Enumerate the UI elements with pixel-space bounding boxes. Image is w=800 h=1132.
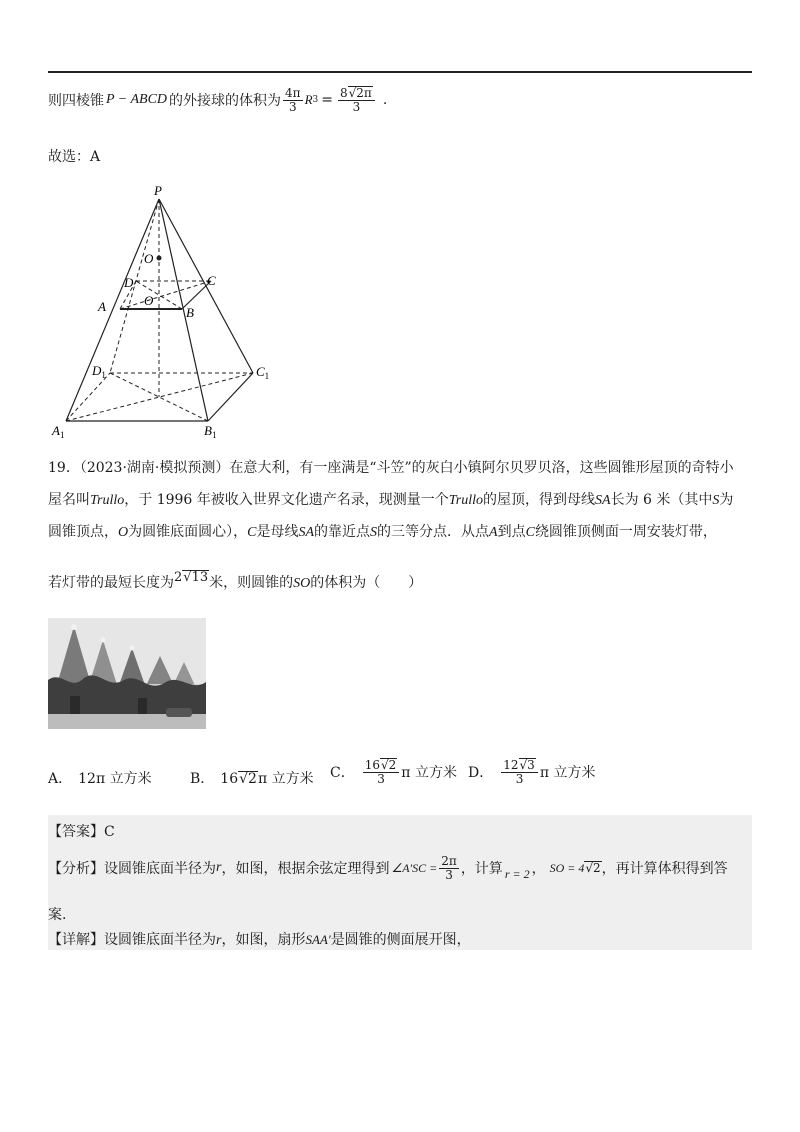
- q2-trullo: Trullo: [90, 493, 125, 508]
- q3-b: 为圆锥底面圆心），: [128, 524, 248, 540]
- analysis-so-eq: SO = 4: [549, 860, 585, 875]
- coef-den: 3: [288, 99, 297, 114]
- q3-c-var-2: C: [525, 525, 535, 540]
- radius-var: R: [304, 92, 313, 107]
- result-num-root: √2π: [348, 86, 372, 101]
- length-value: [174, 570, 209, 585]
- option-a-label: A．: [48, 771, 73, 787]
- option-c-num: [363, 758, 400, 773]
- label-O1: O: [144, 293, 154, 308]
- answer-tag: 【答案】: [48, 824, 104, 840]
- option-a[interactable]: [48, 768, 152, 788]
- option-c-den: 3: [377, 772, 385, 787]
- analysis-b: ，如图，根据余弦定理得到: [221, 861, 390, 877]
- q3-g: 绕圆锥顶侧面一周安装灯带，: [534, 524, 717, 540]
- analysis-angle: ∠A′SC =: [391, 860, 438, 875]
- q4-b: 米，则圆锥的: [209, 575, 294, 591]
- label-A: A: [98, 299, 106, 314]
- trulli-photo-svg: [48, 618, 206, 729]
- question-line-2: [48, 489, 733, 509]
- option-b-root-value: 2: [248, 771, 257, 787]
- volume-sentence: [48, 80, 387, 120]
- analysis-a: 设圆锥底面半径为: [104, 861, 216, 877]
- result-num: [338, 86, 375, 101]
- detail-a: 设圆锥底面半径为: [104, 932, 216, 948]
- option-b-label: B．: [190, 771, 215, 787]
- option-d-num-coef: 12: [503, 758, 519, 773]
- q3-d: 的靠近点: [314, 524, 371, 540]
- answer-value: C: [104, 824, 115, 840]
- option-d-num: [501, 758, 538, 773]
- result-fraction: [338, 86, 375, 114]
- q2-sa: SA: [595, 493, 611, 508]
- pyramid-figure: [48, 183, 272, 439]
- option-c-num-coef: 16: [364, 758, 380, 773]
- q3-e: 的三等分点．从点: [377, 524, 490, 540]
- question-line-1: [48, 457, 734, 477]
- analysis-so-root: √2: [585, 860, 601, 875]
- label-B1: $B_1$: [204, 423, 217, 439]
- option-d[interactable]: [468, 748, 595, 796]
- pyramid-svg: [48, 183, 272, 439]
- q4-so: SO: [293, 576, 311, 591]
- option-d-label: D．: [468, 765, 494, 781]
- option-c-label: C．: [330, 765, 355, 781]
- trulli-photo: [48, 618, 206, 729]
- option-b-tail: π 立方米: [257, 771, 314, 787]
- length-coef: 2: [174, 570, 183, 585]
- q3-f: 到点: [497, 524, 526, 540]
- q2-d: 长为 6 米（其中: [610, 492, 713, 508]
- q3-sa: SA: [298, 525, 315, 540]
- result-den: 3: [352, 100, 361, 115]
- analysis-d: ，再计算体积得到答: [601, 861, 728, 877]
- option-b-root: √2: [239, 771, 257, 787]
- analysis-so-root-value: 2: [593, 860, 601, 875]
- option-d-num-root: √3: [519, 758, 535, 773]
- q3-a: 圆锥顶点，: [48, 524, 118, 540]
- option-a-text: 12π 立方米: [78, 771, 152, 787]
- label-O: O: [144, 251, 154, 266]
- label-D1: $D_1$: [92, 363, 106, 380]
- volume-prefix: 则四棱锥: [48, 93, 104, 109]
- option-c-fraction: [363, 758, 400, 786]
- detail-tag: 【详解】: [48, 932, 104, 948]
- equals-sign: =: [321, 92, 333, 108]
- option-b[interactable]: [190, 768, 314, 788]
- analysis-angle-den: 3: [445, 867, 453, 882]
- q2-trullo-2: Trullo: [448, 493, 484, 508]
- analysis-r: r: [216, 860, 222, 875]
- option-d-tail: π 立方米: [539, 765, 596, 781]
- analysis-cont: 案.: [48, 907, 67, 923]
- q3-c: 是母线: [256, 524, 299, 540]
- option-c-num-root: √2: [381, 758, 397, 773]
- q3-s: S: [370, 525, 378, 540]
- question-line-3: [48, 521, 717, 541]
- result-num-root-value: 2π: [356, 86, 372, 101]
- label-P: P: [154, 183, 162, 198]
- question-line-4: [48, 572, 422, 592]
- question-number: 19．: [48, 460, 80, 476]
- q2-c: 的屋顶，得到母线: [483, 492, 596, 508]
- label-B: B: [186, 305, 194, 320]
- sphere-center-dot: [157, 256, 162, 261]
- label-C1: $C_1$: [256, 364, 270, 381]
- option-b-value: [220, 771, 313, 787]
- q3-c-var: C: [247, 525, 257, 540]
- option-d-fraction: [501, 758, 538, 786]
- detail-c: 是圆锥的侧面展开图，: [330, 932, 471, 948]
- option-c-num-root-value: 2: [388, 758, 397, 773]
- length-root-value: 13: [191, 570, 209, 585]
- answer-line: 故选：A: [48, 149, 101, 165]
- q4-a: 若灯带的最短长度为: [48, 575, 174, 591]
- q2-e: 为: [719, 492, 734, 508]
- label-C: C: [207, 273, 216, 288]
- result-num-coef: 8: [340, 86, 348, 101]
- option-d-num-root-value: 3: [527, 758, 535, 773]
- label-D: D: [124, 275, 134, 290]
- period: .: [382, 92, 388, 108]
- detail-b: ，如图，扇形: [221, 932, 306, 948]
- label-A1: $A_1$: [52, 423, 65, 439]
- option-b-coef: 16: [220, 771, 239, 787]
- q3-a-var: A: [489, 525, 498, 540]
- analysis-c: ，计算: [460, 861, 503, 877]
- analysis-comma: ，: [531, 861, 546, 877]
- option-c-tail: π 立方米: [401, 765, 457, 781]
- option-c[interactable]: [330, 748, 457, 796]
- analysis-tag: 【分析】: [48, 861, 104, 877]
- q2-s: S: [712, 493, 720, 508]
- length-root: √13: [183, 570, 209, 585]
- answer-row: [48, 821, 115, 841]
- header-rule: [48, 71, 752, 73]
- q2-a: 屋名叫: [48, 492, 90, 508]
- question-text-1: （2023·湖南·模拟预测）在意大利，有一座满是“斗笠”的灰白小镇阿尔贝罗贝洛，这些圆锥形屋顶的奇特小: [79, 460, 734, 476]
- detail-r: r: [216, 933, 222, 948]
- q4-c: 的体积为（ ）: [310, 575, 423, 591]
- coef-fraction: [283, 87, 303, 113]
- analysis-row: [48, 846, 728, 890]
- q2-b: ，于 1996 年被收入世界文化遗产名录，现测量一个: [124, 492, 449, 508]
- radius-exp: 3: [312, 95, 319, 105]
- analysis-r-eq: r = 2: [504, 866, 530, 881]
- analysis-angle-fraction: [439, 855, 459, 881]
- detail-sector: SAA′: [305, 932, 331, 947]
- pyramid-name: P − ABCD: [106, 92, 168, 107]
- coef-num: 4π: [285, 85, 301, 100]
- detail-row: [48, 929, 471, 949]
- analysis-angle-num: 2π: [441, 853, 457, 868]
- volume-mid: 的外接球的体积为: [169, 93, 282, 109]
- q3-o: O: [118, 525, 129, 540]
- option-d-den: 3: [515, 772, 524, 787]
